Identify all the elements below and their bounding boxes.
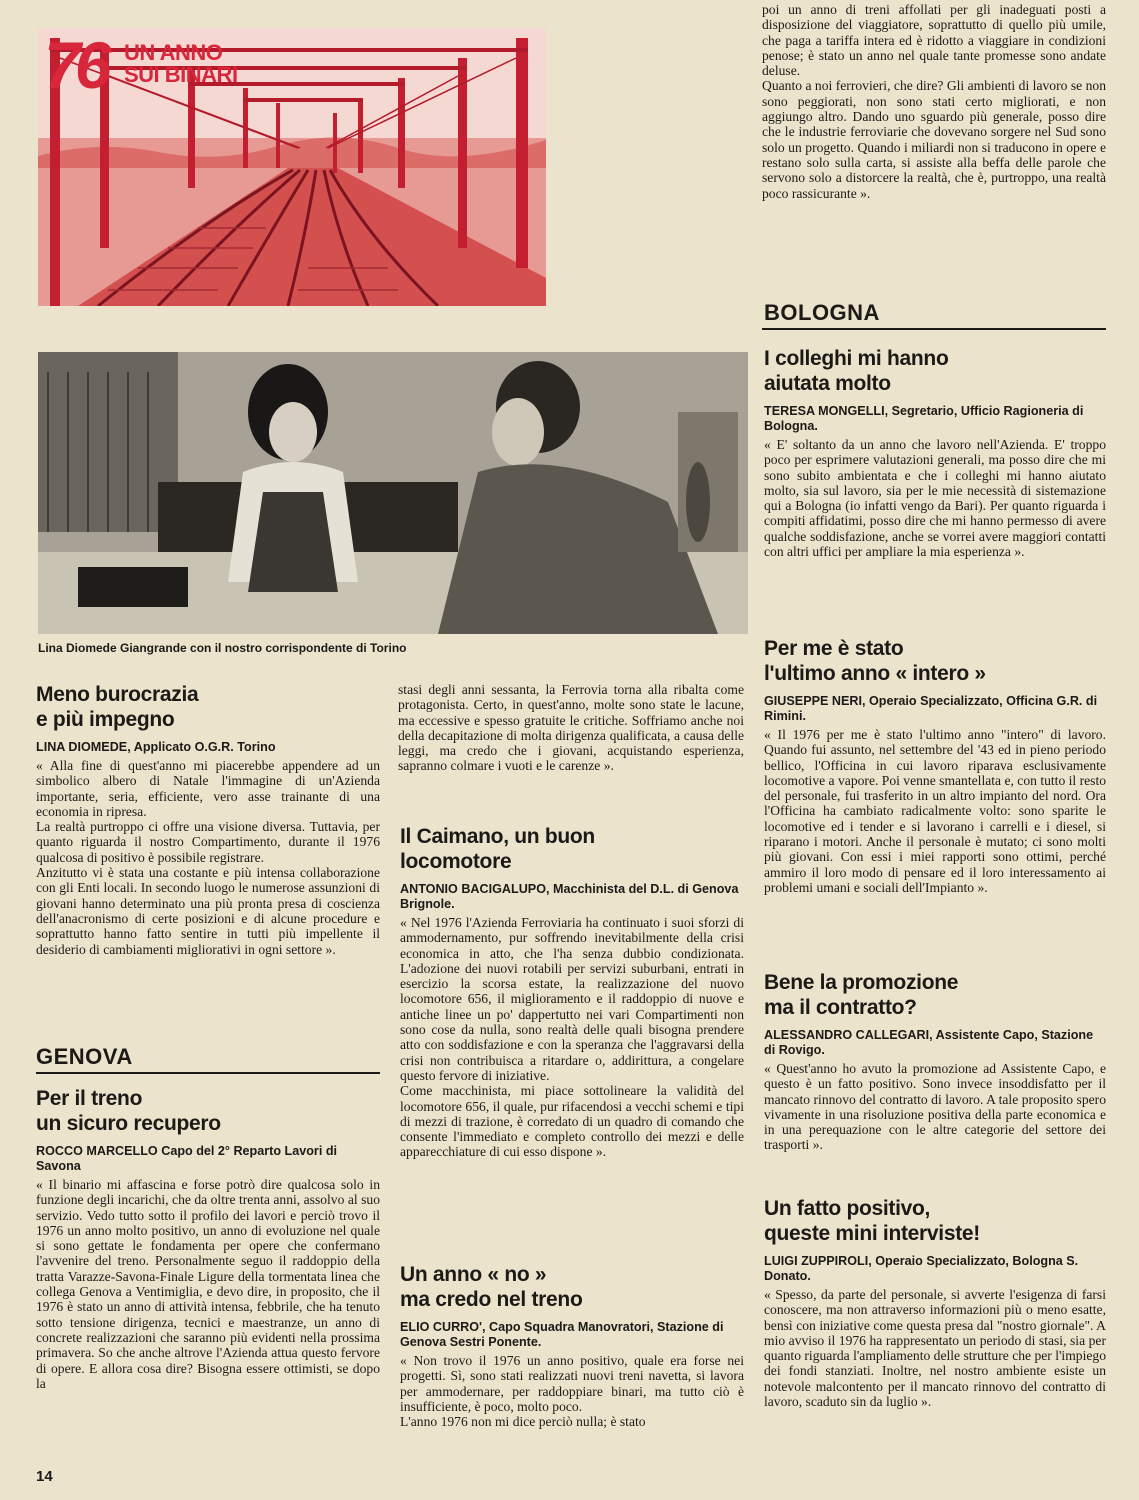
article-paragraph: stasi degli anni sessanta, la Ferrovia torna alla ribalta come protagonista. Certo, in quest'anno, molte sono state le lacune, ma eccessive e spesso gratuite le critiche. Soffriamo anche noi della decapitazione di molta dirigenza qualificata, a causa delle leggi, ma credo che i giovani, acquistando esperienza, sapranno colmare i vuoti e le carenze ». [398, 682, 744, 774]
article-paragraph: « E' soltanto da un anno che lavoro nell'Azienda. E' troppo poco per esprimere valutazioni generali, ma posso dire che mi sono subito ambientata e che i colleghi mi hanno aiutato molto, sia sul lavoro, sia per le mie necessità di sistemazione qui a Bologna (io infatti vengo da Bari). Per quanto riguarda i compiti affidatimi, posso dire che mi hanno permesso di avere qualche soddisfazione, anche se vorrei avere maggiori contatti con altri uffici per ampliare la mia esperienza ». [764, 437, 1106, 560]
right-top-paragraph: poi un anno di treni affollati per gli inadeguati posti a disposizione del viaggiatore, soprattutto di quello più umile, che paga a tariffa intera ed è ridotto a viaggiare in condizioni penose; è stato un anno nel quale tante promesse sono andate deluse. [762, 2, 1106, 79]
article-title: Un anno « no » ma credo nel treno [400, 1263, 583, 1311]
header-number: 76 [44, 28, 106, 102]
article-paragraph: « Non trovo il 1976 un anno positivo, quale era forse nei progetti. Sì, sono stati realizzati nuovi treni navetta, si lavora per ammodernare, per raddoppiare binari, ma tutto ciò è insufficiente, è poco, molto poco. [400, 1353, 744, 1414]
article-mongelli [764, 346, 1106, 559]
section-rule [36, 1072, 380, 1074]
photo-caption: Lina Diomede Giangrande con il nostro corrispondente di Torino [38, 641, 407, 655]
right-top-paragraph: Quanto a noi ferrovieri, che dire? Gli ambienti di lavoro se non sono peggiorati, non sono stati certo migliorati, e non aggiungo altro. Dando uno sguardo più generale, posso dire che le industrie ferroviarie che dovevano sorgere nel Sud sono solo un progetto. Quando i miliardi non si traducono in opere e restano solo sulla carta, si assiste alla beffa delle parole che servono solo a distorcere la realtà, che è, purtroppo, una realtà poco rassicurante ». [762, 78, 1106, 201]
interview-illustration [38, 352, 748, 634]
article-paragraph: « Quest'anno ho avuto la promozione ad Assistente Capo, e questo è un fatto positivo. Sono invece insoddisfatto per il mancato rinnovo del contratto di lavoro. A tale proposito spero vivamente in una risoluzione positiva della parte economica e in una perequazione con le altre categorie del settore dei trasporti ». [764, 1061, 1106, 1153]
article-paragraph: « Nel 1976 l'Azienda Ferroviaria ha continuato i suoi sforzi di ammodernamento, pur soffrendo inevitabilmente della crisi economica in atto, che l'ha senza dubbio condizionata. L'adozione dei nuovi rotabili per servizi suburbani, entrati in esercizio la scorsa estate, la realizzazione del nuovo locomotore 656, il miglioramento e il raddoppio di nuove e antiche linee un po' dappertutto nei vari Compartimenti non sono cose da nulla, sono realtà delle quali bisogna prendere atto con soddisfazione e con la speranza che l'aggravarsi della crisi non contribuisca a ritardare o, addirittura, a congelare questo fervore di iniziative. [400, 915, 744, 1083]
article-byline: TERESA MONGELLI, Segretario, Ufficio Ragioneria di Bologna. [764, 404, 1084, 433]
page-number: 14 [36, 1468, 53, 1485]
section-rule [762, 328, 1106, 330]
article-title: Un fatto positivo, queste mini interviste! [764, 1197, 980, 1245]
article-callegari [764, 970, 1106, 1153]
article-byline: LUIGI ZUPPIROLI, Operaio Specializzato, Bologna S. Donato. [764, 1254, 1079, 1283]
article-byline: GIUSEPPE NERI, Operaio Specializzato, Officina G.R. di Rimini. [764, 694, 1098, 723]
article-paragraph: La realtà purtroppo ci offre una visione diversa. Tuttavia, per quanto riguarda il nostro Compartimento, durante il 1976 qualcosa di positivo è possibile registrare. [36, 819, 380, 865]
article-paragraph: Come macchinista, mi piace sottolineare la validità del locomotore 656, il quale, pur rifacendosi a vecchi schemi e tipi di mezzi di trazione, è corredato di un quadro di comando che consente l'immediato e completo controllo dei mezzi e delle apparecchiature di cui esso dispone ». [400, 1083, 744, 1160]
interview-photo [38, 352, 748, 634]
section-heading-genova: GENOVA [36, 1044, 133, 1069]
header-title-line1: UN ANNO [124, 40, 223, 65]
article-title: Meno burocrazia e più impegno [36, 683, 199, 731]
article-marcello-continuation [398, 682, 744, 774]
article-paragraph: « Il binario mi affascina e forse potrò dire qualcosa solo in funzione degli incarichi, che da oltre trenta anni, assolvo al suo servizio. Vedo tutto sotto il profilo dei lavori e perciò trovo il 1976 un anno molto positivo, un anno di evoluzione nel quale si sono gettate le fondamenta per opere che confermano l'avvenire del treno. Personalmente seguo il raddoppio della tratta Varazze-Savona-Finale Ligure della tormentata linea che collega Genova a Ventimiglia, e devo dire, in proposito, che il 1976 è stato un anno di attività intensa, febbrile, che ha tenuto sotto tensione dirigenza, tecnici e maestranze, un anno di concrete realizzazioni che saranno più evidenti nella prossima primavera. So che anche altrove l'Azienda attua questo fervore di opere. E allora cosa dire? Bisogna essere ottimisti, se dopo la [36, 1177, 380, 1391]
article-paragraph: L'anno 1976 non mi dice perciò nulla; è stato [400, 1414, 646, 1430]
railway-illustration [38, 28, 546, 306]
right-top-text [762, 2, 1106, 201]
article-byline: ANTONIO BACIGALUPO, Macchinista del D.L. di Genova Brignole. [400, 882, 739, 911]
article-byline: LINA DIOMEDE, Applicato O.G.R. Torino [36, 740, 276, 754]
article-curro [400, 1262, 744, 1429]
article-byline: ALESSANDRO CALLEGARI, Assistente Capo, Stazione di Rovigo. [764, 1028, 1094, 1057]
article-marcello [36, 1086, 380, 1391]
article-neri [764, 636, 1106, 895]
article-title: I colleghi mi hanno aiutata molto [764, 347, 949, 395]
article-zuppiroli [764, 1196, 1106, 1409]
article-title: Per il treno un sicuro recupero [36, 1087, 221, 1135]
article-title: Il Caimano, un buon locomotore [400, 825, 595, 873]
article-byline: ROCCO MARCELLO Capo del 2° Reparto Lavori di Savona [36, 1144, 338, 1173]
header-title-line2: SUI BINARI [124, 62, 238, 87]
header-railway-image [38, 28, 546, 306]
article-paragraph: « Alla fine di quest'anno mi piacerebbe appendere ad un simbolico albero di Natale l'immagine di un'Azienda importante, seria, efficiente, vero asse trainante di una economia in ripresa. [36, 758, 380, 819]
section-heading-bologna: BOLOGNA [764, 300, 880, 325]
article-diomede [36, 682, 380, 957]
article-byline: ELIO CURRO', Capo Squadra Manovratori, Stazione di Genova Sestri Ponente. [400, 1320, 724, 1349]
article-paragraph: « Spesso, da parte del personale, si avverte l'esigenza di farsi conoscere, ma non attraverso informazioni più o meno esatte, bensì con iniziative come questa presa dal "nostro giornale". A mio avviso il 1976 ha rappresentato un periodo di stasi, sia per quanto riguarda l'ampliamento delle strutture che per l'impiego dei fondi stanziati. Inoltre, nel nostro ambiente esiste un notevole malcontento per il mancato rinnovo del contratto di lavoro, scaduto sin da luglio ». [764, 1287, 1106, 1410]
article-paragraph: Anzitutto vi è stata una costante e più intensa collaborazione con gli Enti locali. In secondo luogo le numerose assunzioni di giovani hanno determinato una più pronta presa di coscienza dell'anacronismo di certe posizioni e di alcune procedure e soprattutto hanno fatto sentire in tutti più impellente il desiderio di cambiamenti migliorativi in ogni settore ». [36, 865, 380, 957]
article-bacigalupo [400, 824, 744, 1160]
article-title: Per me è stato l'ultimo anno « intero » [764, 637, 986, 685]
article-title: Bene la promozione ma il contratto? [764, 971, 959, 1019]
article-paragraph: « Il 1976 per me è stato l'ultimo anno "intero" di lavoro. Quando fui assunto, nel settembre del '43 ed in pieno periodo bellico, l'Officina in cui lavoro riparava esclusivamente locomotive a vapore. Poi venne smantellata e, con tutto il resto del personale, fui trasferito in un altro impianto del nord. Ora l'Officina ha cambiato radicalmente volto: sono sparite le locomotive ed i tender e si lavorano i carrelli e i diesel, si riparano i motori. Anche il personale è mutato; ci sono molti più giovani. Con essi i miei rapporti sono ottimi, perché ammiro il loro modo di pensare ed il loro interessamento ai problemi umani e sociali dell'Impianto ». [764, 727, 1107, 895]
